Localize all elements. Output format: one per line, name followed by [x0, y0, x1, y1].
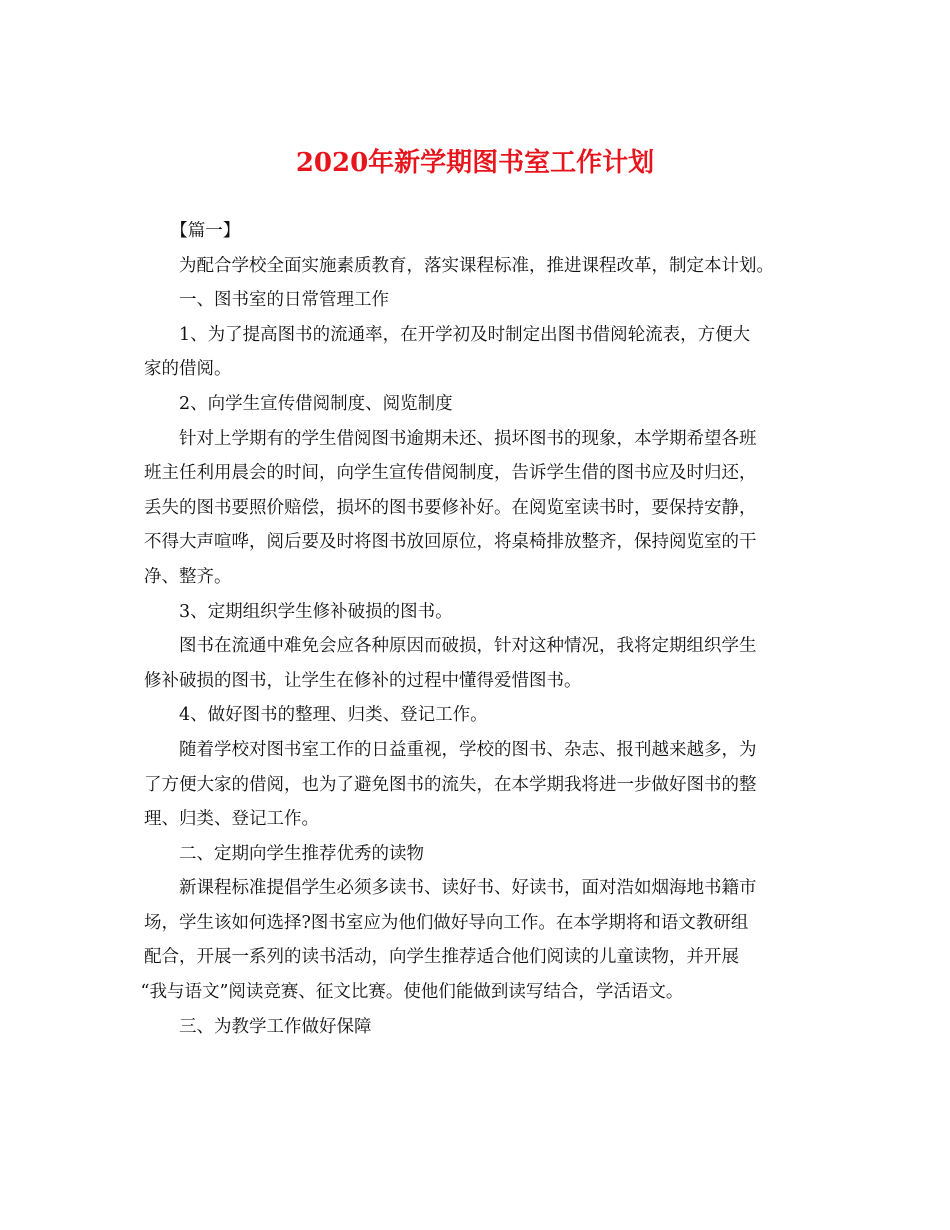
paragraph-line: 1、为了提高图书的流通率，在开学初及时制定出图书借阅轮流表，方便大 [179, 324, 751, 345]
paragraph-line: 随着学校对图书室工作的日益重视，学校的图书、杂志、报刊越来越多，为 [179, 739, 757, 760]
paragraph [140, 871, 812, 1009]
paragraph-line: 为配合学校全面实施素质教育，落实课程标准，推进课程改革，制定本计划。 [179, 255, 774, 276]
paragraph-line: 不得大声喧哗，阅后要及时将图书放回原位，将桌椅排放整齐，保持阅览室的干 [144, 532, 757, 553]
section-heading [144, 837, 812, 872]
paragraph-line: 3、定期组织学生修补破损的图书。 [179, 601, 453, 622]
paragraph-line: 修补破损的图书，让学生在修补的过程中懂得爱惜图书。 [144, 670, 582, 691]
paragraph [144, 422, 812, 595]
paragraph [144, 595, 812, 630]
document-body [140, 214, 812, 1044]
paragraph-line: 二、定期向学生推荐优秀的读物 [179, 843, 424, 864]
paragraph-line: 2、向学生宣传借阅制度、阅览制度 [179, 393, 453, 414]
paragraph [144, 214, 812, 249]
paragraph-line: 配合，开展一系列的读书活动，向学生推荐适合他们阅读的儿童读物，并开展 [144, 947, 739, 968]
paragraph-line: 新课程标准提倡学生必须多读书、读好书、好读书，面对浩如烟海地书籍市 [179, 878, 757, 899]
paragraph [144, 698, 812, 733]
paragraph [144, 733, 812, 837]
paragraph-line: 【篇一】 [170, 221, 241, 241]
section-heading [144, 1010, 812, 1045]
paragraph-line: 4、做好图书的整理、归类、登记工作。 [179, 705, 488, 726]
paragraph [144, 249, 812, 284]
paragraph-line: 净、整齐。 [144, 566, 232, 587]
paragraph-line: 丢失的图书要照价赔偿，损坏的图书要修补好。在阅览室读书时，要保持安静， [144, 497, 757, 518]
paragraph-line: 了方便大家的借阅，也为了避免图书的流失，在本学期我将进一步做好图书的整 [144, 774, 757, 795]
paragraph-line: 班主任利用晨会的时间，向学生宣传借阅制度，告诉学生借的图书应及时归还， [144, 463, 757, 484]
paragraph-line: 三、为教学工作做好保障 [179, 1016, 372, 1037]
paragraph-line: 场，学生该如何选择?图书室应为他们做好导向工作。在本学期将和语文教研组 [144, 912, 749, 933]
paragraph-line: 图书在流通中难免会应各种原因而破损，针对这种情况，我将定期组织学生 [179, 636, 757, 657]
paragraph-line: 家的借阅。 [144, 359, 232, 380]
section-heading [144, 283, 812, 318]
paragraph-line: 一、图书室的日常管理工作 [179, 290, 389, 311]
paragraph-line: 理、归类、登记工作。 [144, 809, 319, 830]
document-title: 2020年新学期图书室工作计划 [295, 148, 655, 178]
paragraph [144, 318, 812, 387]
paragraph [144, 629, 812, 698]
paragraph [144, 387, 812, 422]
paragraph-line: “我与语文”阅读竞赛、征文比赛。使他们能做到读写结合，学活语文。 [140, 982, 684, 1003]
paragraph-line: 针对上学期有的学生借阅图书逾期未还、损坏图书的现象，本学期希望各班 [179, 428, 757, 449]
